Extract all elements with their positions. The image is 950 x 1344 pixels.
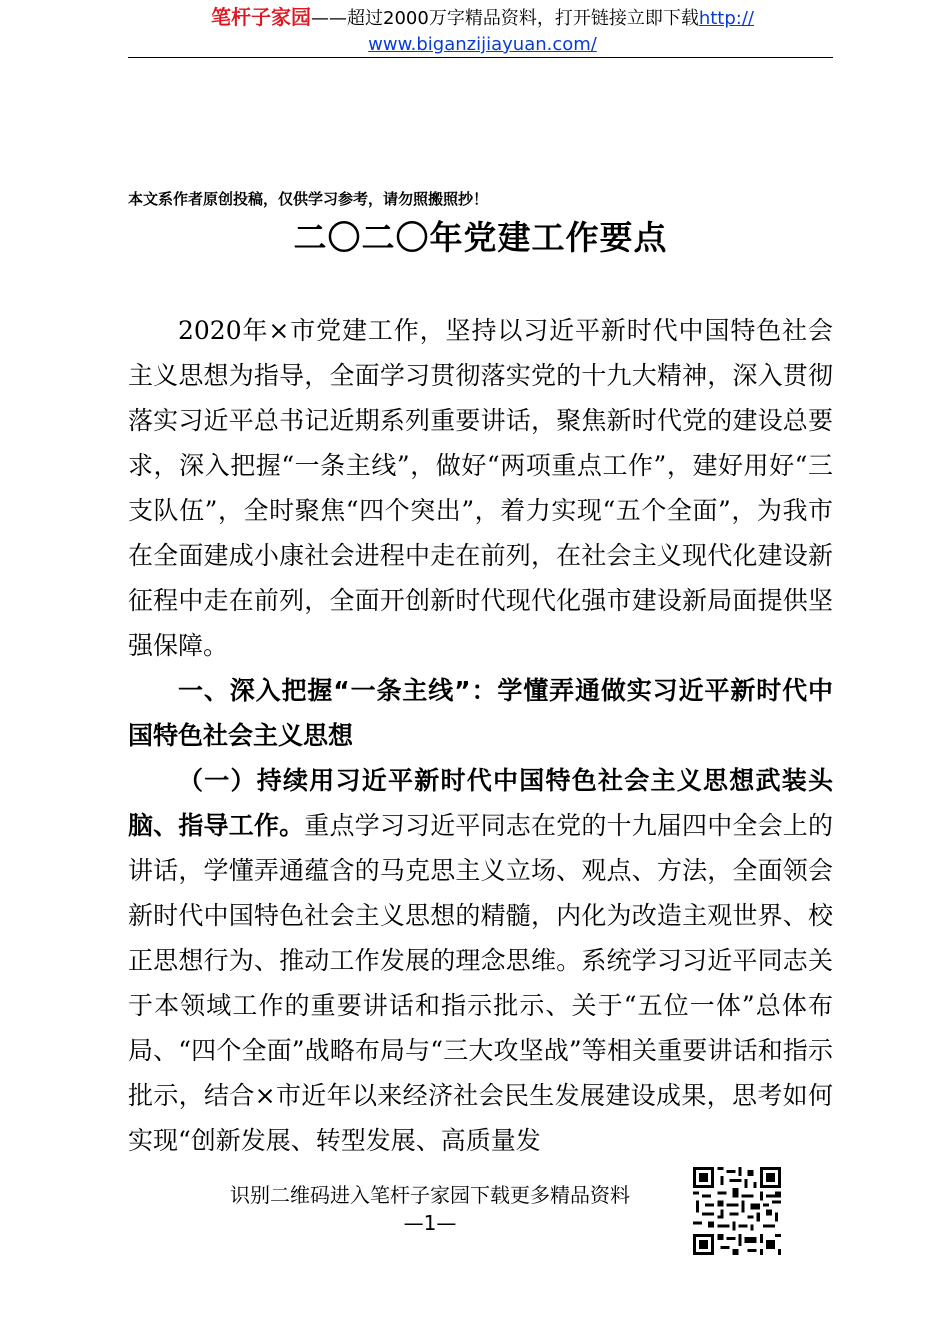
download-link[interactable]: http:// xyxy=(698,8,754,29)
document-body xyxy=(128,308,833,1163)
document-title: 二〇二〇年党建工作要点 xyxy=(293,218,668,257)
download-banner xyxy=(130,4,835,58)
page-number: —1— xyxy=(403,1211,457,1235)
copyright-notice: 本文系作者原创投稿，仅供学习参考，请勿照搬照抄！ xyxy=(128,190,489,208)
subsection-heading: （一）持续用习近平新时代中国特色社会主义思想武装头脑、指导工作。 xyxy=(128,766,833,840)
brand-name: 笔杆子家园 xyxy=(211,5,312,29)
page-footer xyxy=(180,1181,680,1237)
intro-paragraph: 2020年×市党建工作，坚持以习近平新时代中国特色社会主义思想为指导，全面学习贯彻落实党的十九大精神，深入贯彻落实习近平总书记近期系列重要讲话，聚焦新时代党的建设总要求，深入把握“一条主线”，做好“两项重点工作”，建好用好“三支队伍”，全时聚焦“四个突出”，着力实现“五个全面”，为我市在全面建成小康社会进程中走在前列，在社会主义现代化建设新征程中走在前列，全面开创新时代现代化强市建设新局面提供坚强保障。 xyxy=(128,316,833,660)
download-link-url[interactable]: www.biganzijiayuan.com/ xyxy=(368,34,597,55)
banner-tagline: ——超过2000万字精品资料，打开链接立即下载 xyxy=(311,8,699,29)
subsection-body: 重点学习习近平同志在党的十九届四中全会上的讲话，学懂弄通蕴含的马克思主义立场、观点、方法，全面领会新时代中国特色社会主义思想的精髓，内化为改造主观世界、校正思想行为、推动工作发展的理念思维。系统学习习近平同志关于本领域工作的重要讲话和指示批示、关于“五位一体”总体布局、“四个全面”战略布局与“三大攻坚战”等相关重要讲话和指示批示，结合×市近年以来经济社会民生发展建设成果，思考如何实现“创新发展、转型发展、高质量发 xyxy=(128,811,833,1155)
qr-code-icon[interactable] xyxy=(693,1167,781,1255)
subsection-paragraph xyxy=(128,758,833,1163)
footer-text: 识别二维码进入笔杆子家园下载更多精品资料 xyxy=(230,1183,630,1207)
section-heading: 一、深入把握“一条主线”：学懂弄通做实习近平新时代中国特色社会主义思想 xyxy=(128,676,833,750)
header-rule xyxy=(128,57,833,58)
